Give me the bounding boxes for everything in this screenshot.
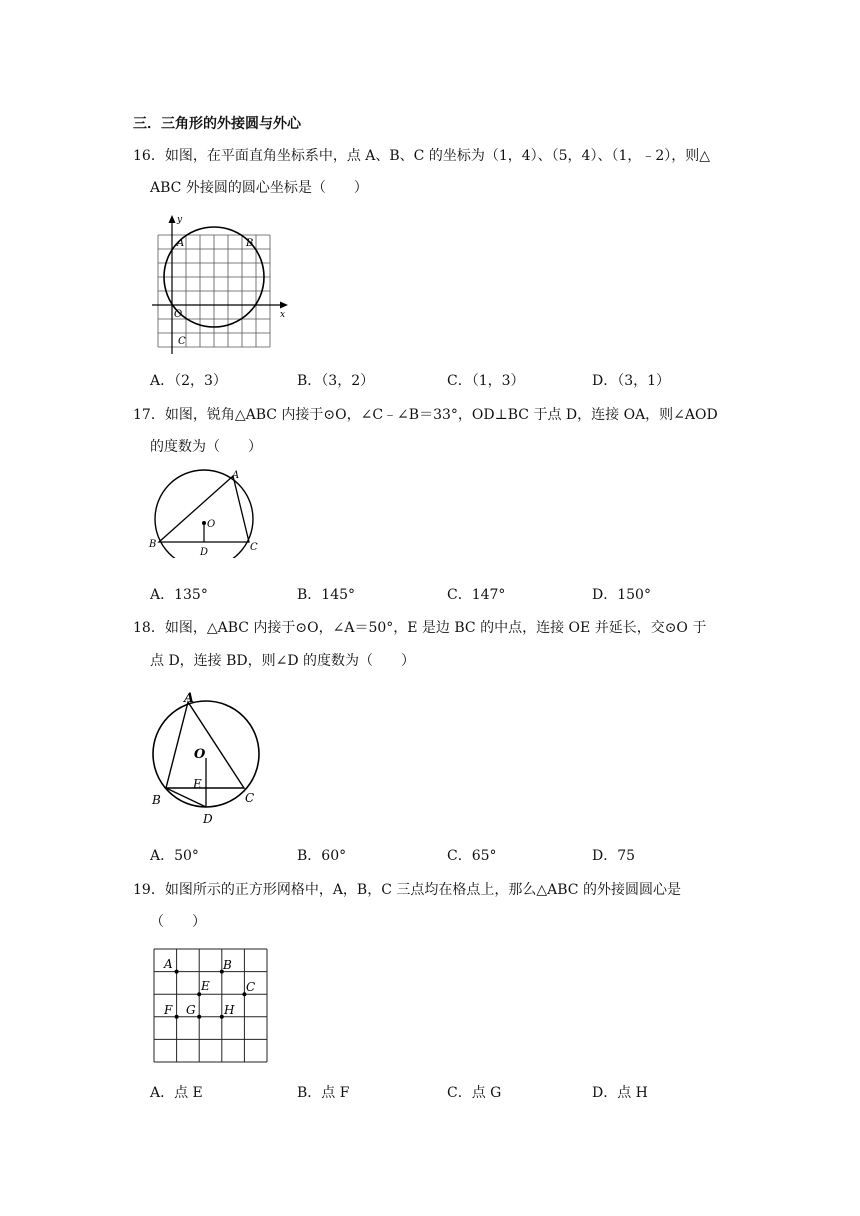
- q18-option-a[interactable]: A．50°: [150, 848, 199, 864]
- q18-label-o: O: [194, 747, 206, 762]
- q17-label-o: O: [207, 519, 216, 530]
- q17-option-c[interactable]: C．147°: [447, 587, 506, 603]
- q16-x-arrow: [280, 302, 288, 309]
- q16-option-d[interactable]: D．（3，1）: [592, 373, 671, 389]
- q17-label-a: A: [232, 470, 240, 481]
- q19-figure: [150, 945, 272, 1067]
- q17-stem-line1: 17．如图，锐角△ABC 内接于⊙O，∠C﹣∠B＝33°，OD⊥BC 于点 D，连接 OA，则∠AOD: [133, 407, 718, 423]
- q16-label-y: y: [177, 215, 183, 225]
- q18-label-e: E: [193, 777, 202, 791]
- q17-option-b[interactable]: B．145°: [297, 587, 356, 603]
- q17-option-d[interactable]: D．150°: [592, 587, 651, 603]
- q18-stem-line1: 18．如图，△ABC 内接于⊙O，∠A＝50°，E 是边 BC 的中点，连接 OE 并延长，交⊙O 于: [133, 620, 707, 636]
- q16-option-b[interactable]: B．（3，2）: [297, 373, 375, 389]
- q16-label-x: x: [280, 310, 286, 320]
- q16-figure: [148, 210, 296, 360]
- q18-label-a: A: [184, 691, 195, 706]
- q19-label-e: E: [201, 979, 210, 993]
- q17-label-c: C: [250, 542, 258, 553]
- q19-label-b: B: [223, 958, 232, 972]
- q19-option-a[interactable]: A．点 E: [150, 1085, 203, 1101]
- q17-figure: [144, 468, 266, 558]
- q16-stem-line1: 16．如图，在平面直角坐标系中，点 A、B、C 的坐标为（1，4）、（5，4）、（1，﹣2），则△: [133, 148, 711, 164]
- q16-label-b: B: [246, 238, 254, 249]
- q18-label-b: B: [152, 793, 161, 807]
- q19-option-b[interactable]: B．点 F: [297, 1085, 350, 1101]
- q17-circle: [155, 470, 253, 558]
- q17-label-b: B: [149, 539, 157, 550]
- section-title: 三．三角形的外接圆与外心: [133, 116, 301, 132]
- q19-point-g: [197, 1015, 201, 1019]
- q17-label-d: D: [200, 547, 209, 558]
- q19-label-c: C: [246, 980, 256, 994]
- q19-label-h: H: [224, 1003, 235, 1017]
- q18-option-b[interactable]: B．60°: [297, 848, 347, 864]
- q16-label-c: C: [178, 336, 186, 347]
- q18-option-c[interactable]: C．65°: [447, 848, 497, 864]
- q19-stem-line2: （ ）: [150, 914, 206, 930]
- q16-stem-line2: ABC 外接圆的圆心坐标是（ ）: [150, 180, 368, 196]
- q16-grid: [158, 235, 270, 347]
- q16-label-o: O: [174, 309, 183, 320]
- q18-figure: [146, 688, 266, 828]
- q19-option-c[interactable]: C．点 G: [447, 1085, 502, 1101]
- q19-point-a: [175, 970, 179, 974]
- q19-label-g: G: [186, 1003, 196, 1017]
- q19-point-f: [175, 1015, 179, 1019]
- q17-stem-line2: 的度数为（ ）: [150, 439, 262, 455]
- q17-option-a[interactable]: A．135°: [150, 587, 208, 603]
- q19-label-f: F: [164, 1003, 173, 1017]
- q16-option-c[interactable]: C．（1，3）: [447, 373, 525, 389]
- q16-option-a[interactable]: A．（2，3）: [150, 373, 227, 389]
- q18-label-d: D: [203, 812, 213, 826]
- q17-point-o: [202, 521, 206, 525]
- q18-stem-line2: 点 D，连接 BD，则∠D 的度数为（ ）: [150, 653, 416, 669]
- q19-option-d[interactable]: D．点 H: [592, 1085, 648, 1101]
- q18-triangle: [166, 702, 244, 788]
- q19-stem-line1: 19．如图所示的正方形网格中，A，B，C 三点均在格点上，那么△ABC 的外接圆圆心是: [133, 882, 681, 898]
- q16-label-a: A: [177, 238, 185, 249]
- q16-y-arrow: [169, 215, 176, 223]
- q18-option-d[interactable]: D．75: [592, 848, 636, 864]
- q19-label-a: A: [164, 957, 173, 971]
- q18-label-c: C: [245, 791, 255, 805]
